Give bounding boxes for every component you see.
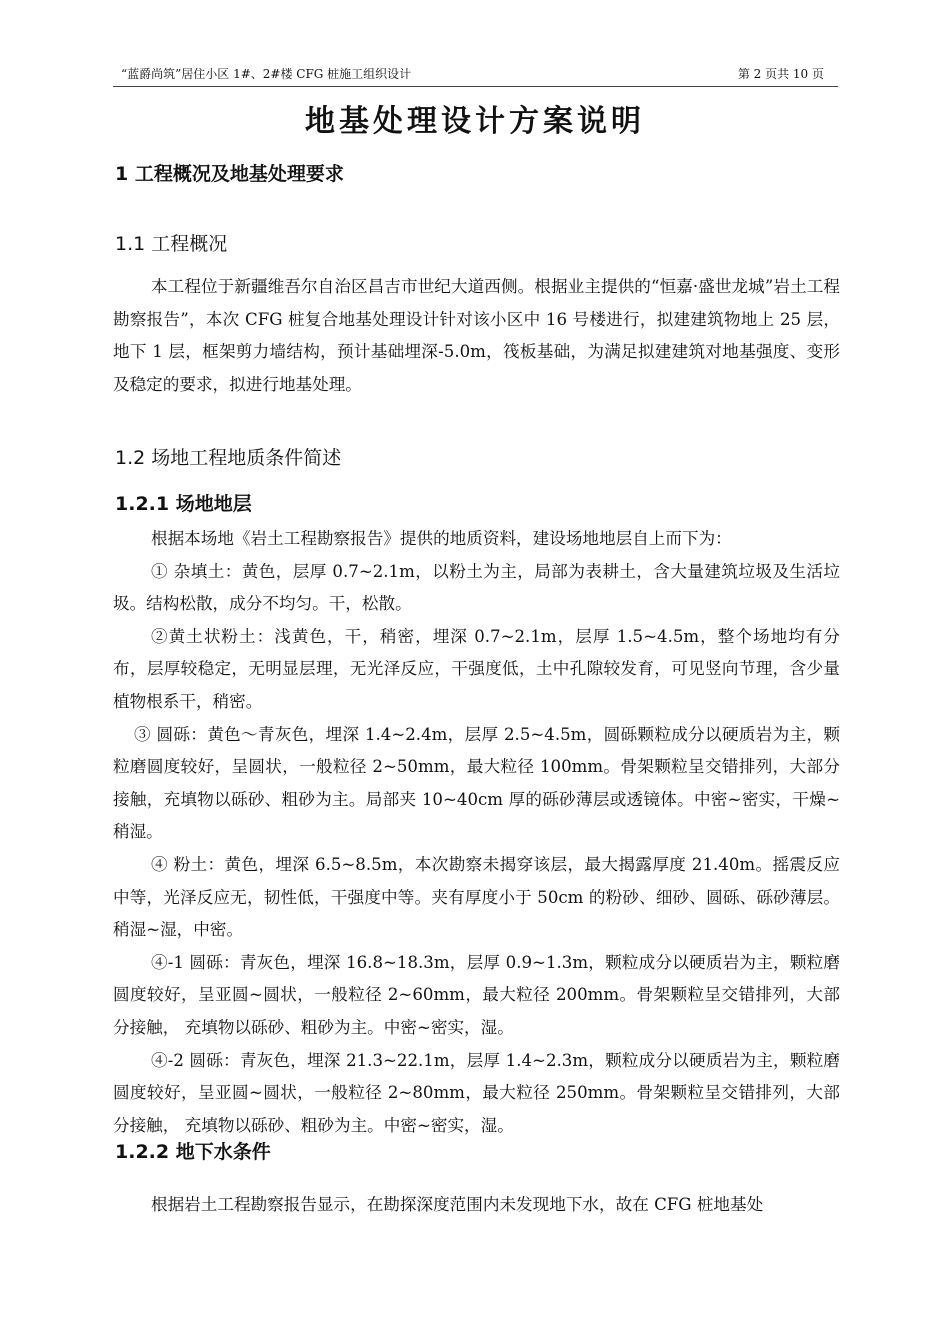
- page-header: [113, 66, 838, 87]
- paragraph: ④-2 圆砾：青灰色，埋深 21.3~22.1m，层厚 1.4~2.3m，颗粒成分以硬质岩为主，颗粒磨圆度较好，呈亚圆~圆状，一般粒径 2~80mm，最大粒径 250mm。骨架颗粒呈交错排列，大部分接触， 充填物以砾砂、粗砂为主。中密~密实，湿。: [113, 1050, 840, 1135]
- paragraph: ① 杂填土：黄色，层厚 0.7~2.1m，以粉土为主，局部为表耕土，含大量建筑垃圾及生活垃圾。结构松散，成分不均匀。干，松散。: [113, 561, 840, 614]
- section-1-2-heading: 1.2 场地工程地质条件简述: [115, 447, 342, 469]
- paragraph: 根据岩土工程勘察报告显示，在勘探深度范围内未发现地下水，故在 CFG 桩地基处: [151, 1195, 764, 1214]
- section-1-2-2-heading: 1.2.2 地下水条件: [115, 1141, 271, 1163]
- paragraph: 根据本场地《岩土工程勘察报告》提供的地质资料，建设场地地层自上而下为：: [151, 529, 732, 548]
- document-title: 地基处理设计方案说明: [305, 104, 645, 139]
- section-1-2-2-body: [113, 1189, 840, 1222]
- header-page-number: 第 2 页共 10 页: [737, 67, 824, 81]
- section-1-2-1-body: [113, 523, 840, 1142]
- header-document-title: “蓝爵尚筑”居住小区 1#、2#楼 CFG 桩施工组织设计: [121, 67, 412, 81]
- paragraph: ④ 粉土：黄色，埋深 6.5~8.5m，本次勘察未揭穿该层，最大揭露厚度 21.40m。摇震反应中等，光泽反应无，韧性低，干强度中等。夹有厚度小于 50cm 的粉砂、细砂、圆砾、砾砂薄层。稍湿~湿，中密。: [113, 854, 840, 940]
- paragraph: ③ 圆砾：黄色～青灰色，埋深 1.4~2.4m，层厚 2.5~4.5m，圆砾颗粒成分以硬质岩为主，颗粒磨圆度较好，呈圆状，一般粒径 2~50mm，最大粒径 100mm。骨架颗粒呈交错排列，大部分接触，充填物以砾砂、粗砂为主。局部夹 10~40cm 厚的砾砂薄层或透镜体。中密~密实，干燥~稍湿。: [113, 724, 840, 842]
- paragraph: 本工程位于新疆维吾尔自治区昌吉市世纪大道西侧。根据业主提供的“恒嘉·盛世龙城”岩土工程勘察报告”，本次 CFG 桩复合地基处理设计针对该小区中 16 号楼进行，拟建建筑物地上 25 层，地下 1 层，框架剪力墙结构，预计基础埋深-5.0m，筏板基础，为满足拟建建筑对地基强度、变形及稳定的要求，拟进行地基处理。: [113, 277, 840, 394]
- section-1-2-1-heading: 1.2.1 场地地层: [115, 493, 252, 515]
- section-1-heading: 1 工程概况及地基处理要求: [115, 163, 344, 185]
- paragraph: ④-1 圆砾：青灰色，埋深 16.8~18.3m，层厚 0.9~1.3m，颗粒成分以硬质岩为主，颗粒磨圆度较好，呈亚圆~圆状，一般粒径 2~60mm，最大粒径 200mm。骨架颗粒呈交错排列，大部分接触， 充填物以砾砂、粗砂为主。中密~密实，湿。: [113, 952, 840, 1037]
- section-1-1-body: [113, 271, 840, 401]
- section-1-1-heading: 1.1 工程概况: [115, 233, 228, 255]
- paragraph: ②黄土状粉土：浅黄色，干，稍密，埋深 0.7~2.1m，层厚 1.5~4.5m，整个场地均有分布，层厚较稳定，无明显层理，无光泽反应，干强度低，土中孔隙较发育，可见竖向节理，含少量植物根系干，稍密。: [113, 626, 840, 711]
